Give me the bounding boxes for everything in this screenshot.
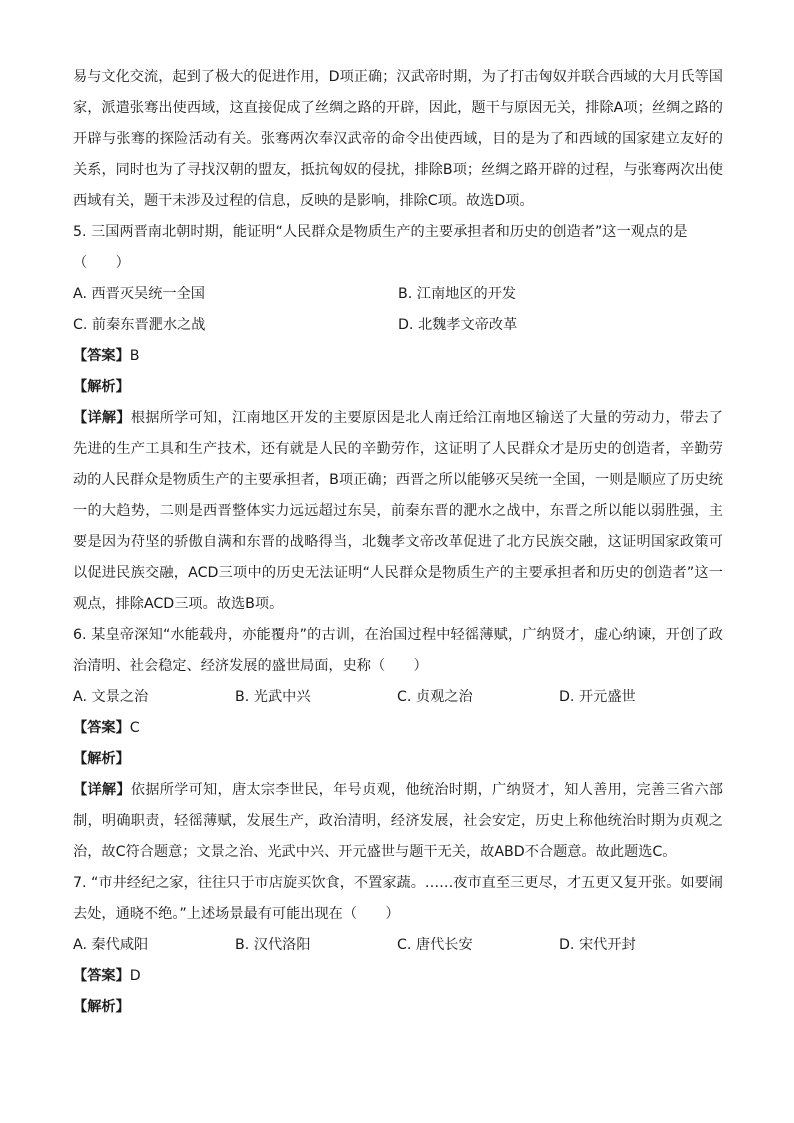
q7-stem: 7. “市井经纪之家，往往只于市店旋买饮食，不置家蔬。……夜市直至三更尽，才五更又复开张。如要闹去处，通晓不绝。”上述场景最有可能出现在（ ） xyxy=(73,875,723,922)
q5-analysis-tag: 【解析】 xyxy=(73,379,130,395)
q5-answer-tag: 【答案】 xyxy=(73,348,130,364)
q7-option-d: D. 宋代开封 xyxy=(559,937,636,953)
q6-option-c: C. 贞观之治 xyxy=(397,689,473,705)
q6-detail: 依据所学可知，唐太宗李世民，年号贞观，他统治时期，广纳贤才，知人善用，完善三省六部制，明确职责，轻徭薄赋，发展生产，政治清明，经济发展，社会安定，历史上称他统治时期为贞观之治，故C符合题意；文景之治、光武中兴、开元盛世与题干无关，故ABD不合题意。故此题选C。 xyxy=(73,782,723,860)
q5-analysis-line xyxy=(73,372,723,403)
q5-options-row-2 xyxy=(73,310,723,341)
intro-paragraph: 易与文化交流，起到了极大的促进作用，D项正确；汉武帝时期，为了打击匈奴并联合西域的大月氏等国家，派遣张骞出使西域，这直接促成了丝绸之路的开辟，因此，题干与原因无关，排除A项；丝绸之路的开辟与张骞的探险活动有关。张骞两次奉汉武帝的命令出使西域，目的是为了和西域的国家建立友好的关系，同时也为了寻找汉朝的盟友，抵抗匈奴的侵扰，排除B项；丝绸之路开辟的过程，与张骞两次出使西域有关，题干未涉及过程的信息，反映的是影响，排除C项。故选D项。 xyxy=(73,69,723,209)
q5-option-c: C. 前秦东晋淝水之战 xyxy=(73,317,206,333)
q7-answer-line xyxy=(73,961,723,992)
q5-option-b: B. 江南地区的开发 xyxy=(398,286,517,302)
q6-analysis-line xyxy=(73,744,723,775)
q5-detail: 根据所学可知，江南地区开发的主要原因是北人南迁给江南地区输送了大量的劳动力，带去了先进的生产工具和生产技术，还有就是人民的辛勤劳作，这证明了人民群众才是历史的创造者，辛勤劳动的人民群众是物质生产的主要承担者，B项正确；西晋之所以能够灭吴统一全国，一则是顺应了历史统一的大趋势，二则是西晋整体实力远远超过东吴，前秦东晋的淝水之战中，东晋之所以能以弱胜强，主要是因为苻坚的骄傲自满和东晋的战略得当，北魏孝文帝改革促进了北方民族交融，这证明国家政策可以促进民族交融，ACD三项中的历史无法证明“人民群众是物质生产的主要承担者和历史的创造者”这一观点，排除ACD三项。故选B项。 xyxy=(73,410,723,612)
q6-option-d: D. 开元盛世 xyxy=(559,689,636,705)
q5-answer: B xyxy=(129,348,140,364)
q6-analysis-tag: 【解析】 xyxy=(73,751,130,767)
q7-option-c: C. 唐代长安 xyxy=(397,937,473,953)
q7-answer-tag: 【答案】 xyxy=(73,968,130,984)
q6-detail-paragraph xyxy=(73,775,723,868)
q7-options-row xyxy=(73,930,723,961)
q7-option-b: B. 汉代洛阳 xyxy=(235,937,311,953)
q6-answer: C xyxy=(129,720,140,736)
q5-option-d: D. 北魏孝文帝改革 xyxy=(398,317,518,333)
q5-paren: （ ） xyxy=(73,255,130,271)
q7-analysis-tag: 【解析】 xyxy=(73,999,130,1015)
q5-detail-paragraph xyxy=(73,403,723,620)
q5-option-a: A. 西晋灭吴统一全国 xyxy=(73,286,205,302)
q6-answer-tag: 【答案】 xyxy=(73,720,130,736)
q5-options-row-1 xyxy=(73,279,723,310)
q7-analysis-line xyxy=(73,992,723,1023)
q7-option-a: A. 秦代咸阳 xyxy=(73,937,149,953)
q7-answer: D xyxy=(129,968,141,984)
q5-detail-tag: 【详解】 xyxy=(73,410,131,426)
q6-stem: 6. 某皇帝深知“水能载舟，亦能覆舟”的古训，在治国过程中轻徭薄赋，广纳贤才，虚心纳谏，开创了政治清明、社会稳定、经济发展的盛世局面，史称（ ） xyxy=(73,627,723,674)
q5-answer-line xyxy=(73,341,723,372)
q6-option-b: B. 光武中兴 xyxy=(235,689,311,705)
q6-detail-tag: 【详解】 xyxy=(73,782,131,798)
document-page xyxy=(73,62,723,1023)
q6-options-row xyxy=(73,682,723,713)
q5-stem: 5. 三国两晋南北朝时期，能证明“人民群众是物质生产的主要承担者和历史的创造者”这一观点的是 xyxy=(73,224,688,240)
q6-answer-line xyxy=(73,713,723,744)
q6-option-a: A. 文景之治 xyxy=(73,689,149,705)
